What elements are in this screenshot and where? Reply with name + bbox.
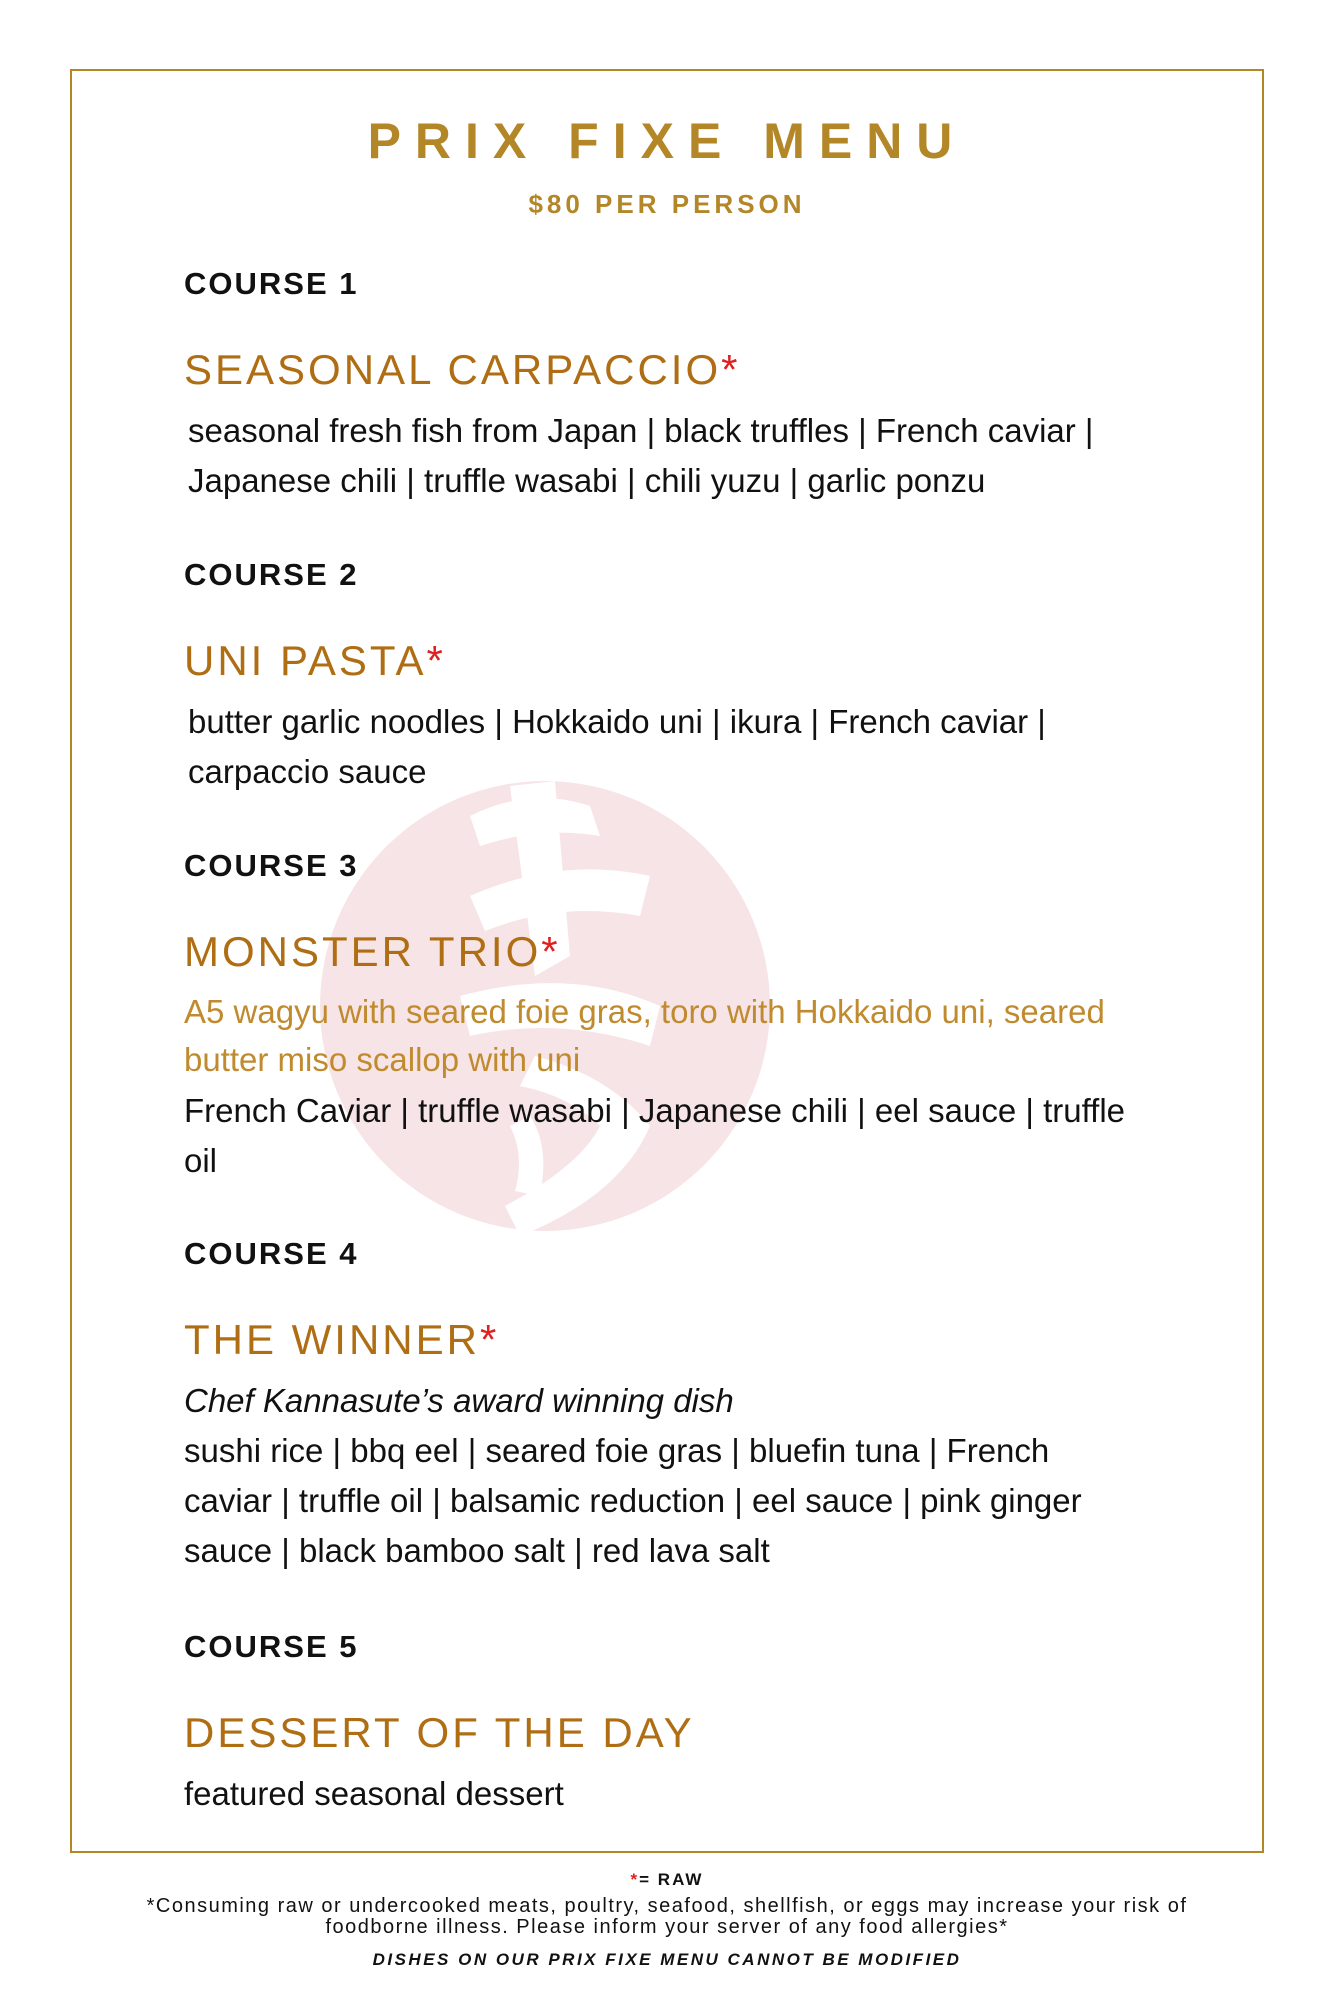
raw-marker: *	[630, 1870, 640, 1889]
description-line: butter garlic noodles | Hokkaido uni | ikura | French caviar |	[188, 703, 1046, 740]
description-line: sushi rice | bbq eel | seared foie gras | bluefin tuna | French	[184, 1432, 1050, 1469]
raw-marker: *	[480, 1316, 500, 1363]
description-line: oil	[184, 1142, 218, 1179]
dish-name	[184, 1316, 499, 1364]
dish-description	[184, 1769, 1184, 1819]
raw-legend-text: = RAW	[639, 1870, 704, 1889]
description-line: caviar | truffle oil | balsamic reduction | eel sauce | pink ginger	[184, 1482, 1082, 1519]
dish-note: Chef Kannasute’s award winning dish	[184, 1382, 734, 1419]
dish-title: DESSERT OF THE DAY	[184, 1709, 695, 1756]
raw-marker: *	[541, 928, 561, 975]
warning-line: *Consuming raw or undercooked meats, poultry, seafood, shellfish, or eggs may increase your risk of	[146, 1895, 1188, 1917]
dish-title: THE WINNER	[184, 1316, 480, 1363]
dish-description	[184, 1086, 1184, 1186]
description-line: featured seasonal dessert	[184, 1775, 564, 1812]
dish-title: UNI PASTA	[184, 637, 427, 684]
description-line: Japanese chili | truffle wasabi | chili yuzu | garlic ponzu	[188, 462, 986, 499]
dish-name	[184, 1709, 695, 1757]
warning-line: foodborne illness. Please inform your server of any food allergies*	[325, 1916, 1009, 1938]
dish-name	[184, 637, 446, 685]
dish-subtitle	[184, 988, 1184, 1084]
description-line: carpaccio sauce	[188, 753, 427, 790]
course-label: COURSE 3	[184, 848, 359, 883]
dish-title: MONSTER TRIO	[184, 928, 542, 975]
dish-description	[184, 1426, 1184, 1576]
dish-name	[184, 346, 740, 394]
dish-description	[188, 697, 1188, 797]
raw-marker: *	[721, 346, 741, 393]
description-line: seasonal fresh fish from Japan | black truffles | French caviar |	[188, 412, 1094, 449]
course-label: COURSE 2	[184, 557, 359, 592]
raw-marker: *	[426, 637, 446, 684]
dish-name	[184, 928, 561, 976]
food-safety-warning	[70, 1896, 1264, 1938]
dish-title: SEASONAL CARPACCIO	[184, 346, 722, 393]
course-label: COURSE 1	[184, 266, 359, 301]
course-label: COURSE 4	[184, 1236, 359, 1271]
dish-description	[188, 406, 1188, 506]
modification-notice: DISHES ON OUR PRIX FIXE MENU CANNOT BE MODIFIED	[372, 1950, 962, 1969]
raw-legend	[0, 1870, 1334, 1890]
description-line: sauce | black bamboo salt | red lava salt	[184, 1532, 770, 1569]
menu-price: $80 PER PERSON	[528, 189, 806, 219]
subtitle-line: butter miso scallop with uni	[184, 1041, 581, 1078]
description-line: French Caviar | truffle wasabi | Japanese chili | eel sauce | truffle	[184, 1092, 1126, 1129]
subtitle-line: A5 wagyu with seared foie gras, toro with Hokkaido uni, seared	[184, 993, 1105, 1030]
menu-title: PRIX FIXE MENU	[367, 113, 967, 169]
course-label: COURSE 5	[184, 1629, 359, 1664]
